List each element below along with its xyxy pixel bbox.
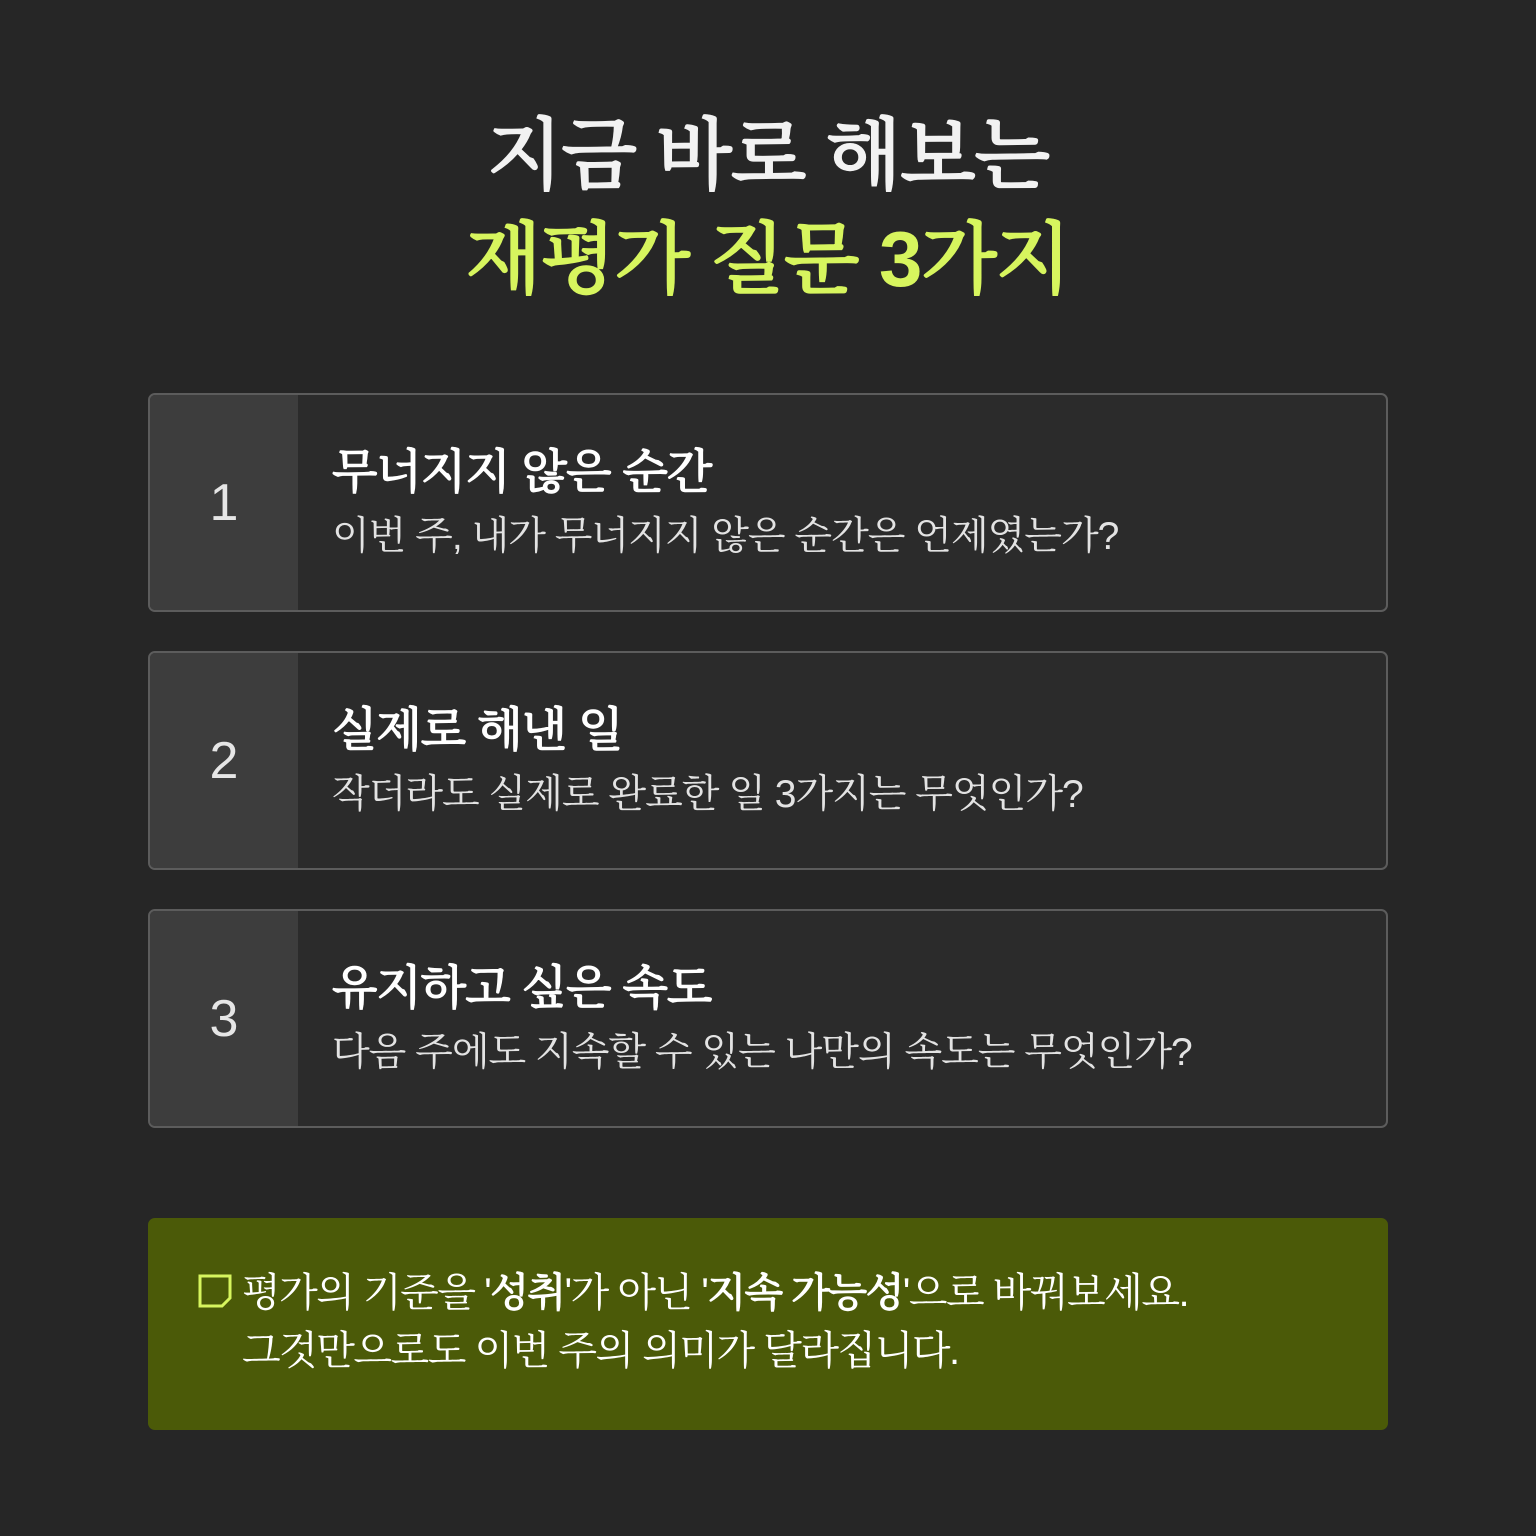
- title-line-1: 지금 바로 해보는: [487, 111, 1049, 199]
- item-subtitle: 작더라도 실제로 완료한 일 3가지는 무엇인가?: [332, 773, 1083, 816]
- note-line-1: [242, 1264, 1188, 1322]
- note-line1-part2: '가 아닌 ': [564, 1271, 708, 1316]
- note-line-2: 그것만으로도 이번 주의 의미가 달라집니다.: [242, 1329, 959, 1374]
- item-body: [298, 395, 1386, 610]
- note-icon: [188, 1274, 242, 1308]
- note-line1-part1: 평가의 기준을 ': [242, 1271, 491, 1316]
- list-item: [148, 393, 1388, 612]
- item-subtitle: 다음 주에도 지속할 수 있는 나만의 속도는 무엇인가?: [332, 1031, 1192, 1074]
- item-body: [298, 911, 1386, 1126]
- item-body: [298, 653, 1386, 868]
- page-title: [148, 0, 1388, 311]
- item-number: 1: [150, 395, 298, 610]
- note-text: [242, 1264, 1188, 1380]
- list-item: [148, 909, 1388, 1128]
- item-subtitle: 이번 주, 내가 무너지지 않은 순간은 언제였는가?: [332, 515, 1119, 558]
- item-title: 유지하고 싶은 속도: [332, 961, 712, 1015]
- callout-note: [148, 1218, 1388, 1430]
- list-item: [148, 651, 1388, 870]
- title-line-2: 재평가 질문 3가지: [465, 214, 1071, 303]
- item-title: 실제로 해낸 일: [332, 703, 623, 757]
- item-number: 3: [150, 911, 298, 1126]
- note-line1-part3: '으로 바꿔보세요.: [902, 1271, 1189, 1316]
- item-title: 무너지지 않은 순간: [332, 445, 712, 499]
- question-list: [148, 393, 1388, 1128]
- note-line1-bold1: 성취: [490, 1271, 565, 1316]
- item-number: 2: [150, 653, 298, 868]
- note-line1-bold2: 지속 가능성: [707, 1271, 903, 1316]
